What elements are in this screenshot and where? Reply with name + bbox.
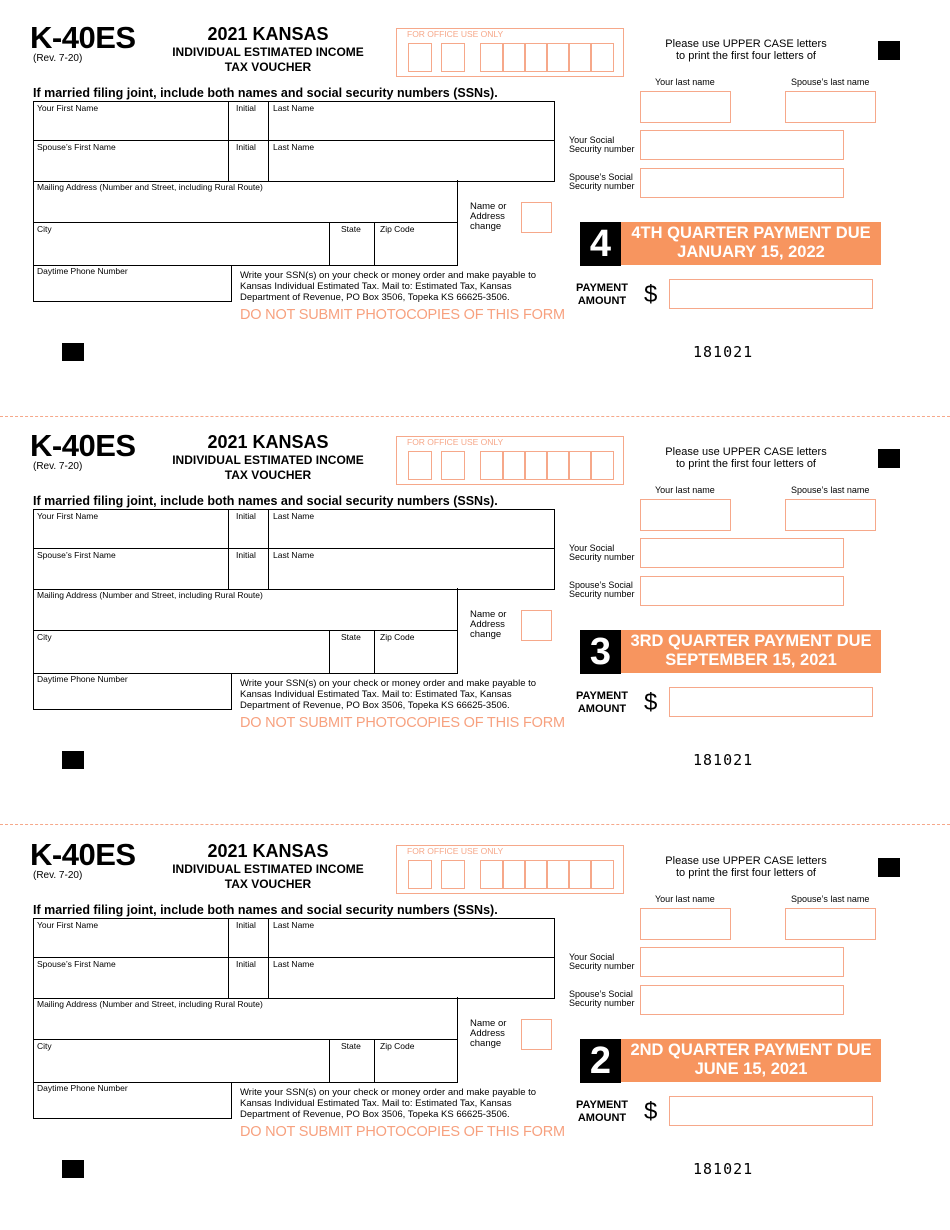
spouse-ssn-input[interactable] [640,985,844,1015]
office-use-label: FOR OFFICE USE ONLY [407,437,504,447]
mail-instructions-line2: Kansas Individual Estimated Tax. Mail to: Estimated Tax, Kansas [240,689,512,700]
spouse-ssn-input[interactable] [640,168,844,198]
spouse-ssn-label-2: Security number [569,998,635,1008]
initial-input[interactable] [229,522,267,548]
your-ssn-input[interactable] [640,538,844,568]
spouse-last-name-label: Last Name [273,959,315,969]
no-photocopies-warning: DO NOT SUBMIT PHOTOCOPIES OF THIS FORM [240,1124,565,1140]
office-use-cell [568,860,592,889]
spouse-initial-label: Initial [236,959,256,969]
your-last-name-label: Your last name [655,894,715,904]
quarter-number-badge: 4 [580,222,621,266]
mail-instructions-line3: Department of Revenue, PO Box 3506, Topeka KS 66625-3506. [240,700,510,711]
revision-label: (Rev. 7-20) [33,461,83,472]
quarter-due-title: 2ND QUARTER PAYMENT DUE [630,1041,872,1059]
city-input[interactable] [34,643,328,672]
divider [457,180,458,266]
spouse-first-name-label: Spouse’s First Name [37,550,116,560]
your-last-name-input[interactable] [640,499,731,531]
spouse-last-name-label: Spouse’s last name [791,894,870,904]
office-use-cell [408,860,432,889]
last-name-input[interactable] [269,114,552,140]
spouse-last-name-input[interactable] [785,499,876,531]
name-address-change-label-3: change [470,221,502,232]
office-use-cell [568,451,592,480]
voucher-title-line2: INDIVIDUAL ESTIMATED INCOME [172,862,364,876]
spouse-ssn-label-1: Spouse’s Social [569,989,633,999]
quarter-due-date: SEPTEMBER 15, 2021 [665,651,837,669]
spouse-first-name-input[interactable] [34,153,227,179]
mail-instructions-line1: Write your SSN(s) on your check or money order and make payable to [240,270,537,281]
spouse-first-name-label: Spouse’s First Name [37,959,116,969]
office-use-cell [480,451,504,480]
married-filing-notice: If married filing joint, include both names and social security numbers (SSNs). [33,494,498,508]
spouse-last-name-label: Spouse’s last name [791,77,870,87]
scan-line-number: 181021 [693,343,754,361]
spouse-ssn-label-2: Security number [569,589,635,599]
spouse-last-name-input[interactable] [269,970,552,996]
spouse-initial-label: Initial [236,142,256,152]
mailing-address-input[interactable] [34,193,456,221]
office-use-label: FOR OFFICE USE ONLY [407,846,504,856]
spouse-ssn-label-2: Security number [569,181,635,191]
registration-mark [878,41,900,60]
initial-input[interactable] [229,931,267,957]
zip-code-label: Zip Code [380,224,415,234]
married-filing-notice: If married filing joint, include both names and social security numbers (SSNs). [33,903,498,917]
divider [33,1039,458,1040]
voucher-title-year: 2021 KANSAS [207,432,329,452]
initial-input[interactable] [229,114,267,140]
city-input[interactable] [34,1052,328,1081]
office-use-label: FOR OFFICE USE ONLY [407,29,504,39]
spouse-last-name-input[interactable] [269,153,552,179]
voucher-title-line3: TAX VOUCHER [224,468,312,482]
spouse-initial-input[interactable] [229,970,267,996]
your-last-name-label: Your last name [655,485,715,495]
mailing-address-label: Mailing Address (Number and Street, including Rural Route) [37,590,263,600]
office-use-cell [408,43,432,72]
scan-line-number: 181021 [693,751,754,769]
phone-input[interactable] [34,1094,229,1116]
your-last-name-input[interactable] [640,908,731,940]
payment-amount-label-2: AMOUNT [577,295,627,307]
spouse-last-name-label: Spouse’s last name [791,485,870,495]
your-first-name-input[interactable] [34,114,227,140]
last-name-input[interactable] [269,931,552,957]
no-photocopies-warning: DO NOT SUBMIT PHOTOCOPIES OF THIS FORM [240,715,565,731]
dollar-sign: $ [644,1098,658,1125]
tax-voucher-q4 [0,0,950,408]
initial-label: Initial [236,103,256,113]
upper-case-note-line1: Please use UPPER CASE letters [665,855,827,867]
office-use-cell [502,43,526,72]
spouse-last-name-input[interactable] [785,908,876,940]
name-address-change-checkbox[interactable] [521,1019,552,1050]
office-use-cell [524,860,548,889]
mail-instructions-line3: Department of Revenue, PO Box 3506, Topeka KS 66625-3506. [240,292,510,303]
office-use-cell [524,43,548,72]
voucher-title-year: 2021 KANSAS [207,24,329,44]
quarter-due-date: JANUARY 15, 2022 [677,243,825,261]
last-name-label: Last Name [273,511,315,521]
spouse-first-name-input[interactable] [34,561,227,587]
name-address-change-label-1: Name or [470,609,507,620]
mailing-address-input[interactable] [34,1010,456,1038]
your-ssn-input[interactable] [640,130,844,160]
state-label: State [341,632,361,642]
name-address-change-label-1: Name or [470,1018,507,1029]
revision-label: (Rev. 7-20) [33,870,83,881]
spouse-first-name-label: Spouse’s First Name [37,142,116,152]
cut-line [0,824,950,825]
mailing-address-label: Mailing Address (Number and Street, including Rural Route) [37,182,263,192]
office-use-cell [546,860,570,889]
your-ssn-label-1: Your Social [569,543,615,553]
state-label: State [341,1041,361,1051]
office-use-cell [546,43,570,72]
no-photocopies-warning: DO NOT SUBMIT PHOTOCOPIES OF THIS FORM [240,307,565,323]
mail-instructions-line1: Write your SSN(s) on your check or money order and make payable to [240,1087,537,1098]
your-first-name-input[interactable] [34,522,227,548]
payment-amount-label-1: PAYMENT [576,1099,628,1111]
tax-voucher-q3 [0,408,950,816]
your-last-name-input[interactable] [640,91,731,123]
payment-amount-label-2: AMOUNT [577,703,627,715]
payment-amount-label-2: AMOUNT [577,1112,627,1124]
office-use-cell [441,43,465,72]
office-use-cell [408,451,432,480]
spouse-initial-input[interactable] [229,153,267,179]
last-name-input[interactable] [269,522,552,548]
mail-instructions-line3: Department of Revenue, PO Box 3506, Topeka KS 66625-3506. [240,1109,510,1120]
name-address-change-label-3: change [470,1038,502,1049]
your-ssn-label-1: Your Social [569,952,615,962]
zip-code-input[interactable] [375,235,456,264]
office-use-cell [590,860,614,889]
office-use-cell [546,451,570,480]
quarter-due-title: 3RD QUARTER PAYMENT DUE [630,632,872,650]
office-use-cell [502,451,526,480]
divider [33,630,458,631]
your-last-name-label: Your last name [655,77,715,87]
office-use-cell [480,43,504,72]
upper-case-note-line2: to print the first four letters of [675,50,816,62]
payment-amount-input[interactable] [669,1096,873,1126]
spouse-ssn-label-1: Spouse’s Social [569,580,633,590]
quarter-due-title: 4TH QUARTER PAYMENT DUE [631,224,871,242]
payment-amount-input[interactable] [669,279,873,309]
spouse-last-name-label: Last Name [273,550,315,560]
voucher-title-line2: INDIVIDUAL ESTIMATED INCOME [172,453,364,467]
payment-amount-label-1: PAYMENT [576,690,628,702]
payment-amount-label-1: PAYMENT [576,282,628,294]
voucher-title-line2: INDIVIDUAL ESTIMATED INCOME [172,45,364,59]
mailing-address-label: Mailing Address (Number and Street, including Rural Route) [37,999,263,1009]
registration-mark [878,449,900,468]
your-first-name-input[interactable] [34,931,227,957]
name-address-change-label-1: Name or [470,201,507,212]
registration-mark [62,751,84,769]
office-use-cell [590,43,614,72]
mail-instructions-line2: Kansas Individual Estimated Tax. Mail to: Estimated Tax, Kansas [240,281,512,292]
divider [33,222,458,223]
your-ssn-label-1: Your Social [569,135,615,145]
divider [457,997,458,1083]
registration-mark [878,858,900,877]
phone-label: Daytime Phone Number [37,1083,128,1093]
spouse-ssn-input[interactable] [640,576,844,606]
last-name-label: Last Name [273,103,315,113]
divider [457,588,458,674]
state-input[interactable] [330,643,373,672]
registration-mark [62,1160,84,1178]
zip-code-input[interactable] [375,643,456,672]
upper-case-note-line2: to print the first four letters of [675,867,816,879]
spouse-initial-label: Initial [236,550,256,560]
name-address-change-checkbox[interactable] [521,202,552,233]
revision-label: (Rev. 7-20) [33,53,83,64]
divider [33,957,554,958]
initial-label: Initial [236,511,256,521]
phone-input[interactable] [34,685,229,707]
state-input[interactable] [330,1052,373,1081]
form-code: K-40ES [30,428,136,463]
office-use-cell [441,451,465,480]
voucher-title-year: 2021 KANSAS [207,841,329,861]
zip-code-label: Zip Code [380,632,415,642]
form-code: K-40ES [30,20,136,55]
state-input[interactable] [330,235,373,264]
city-label: City [37,632,52,642]
office-use-cell [568,43,592,72]
cut-line [0,416,950,417]
mail-instructions-line2: Kansas Individual Estimated Tax. Mail to: Estimated Tax, Kansas [240,1098,512,1109]
office-use-cell [502,860,526,889]
spouse-last-name-label: Last Name [273,142,315,152]
name-address-change-checkbox[interactable] [521,610,552,641]
your-first-name-label: Your First Name [37,511,99,521]
tax-voucher-q2 [0,817,950,1225]
form-code: K-40ES [30,837,136,872]
phone-input[interactable] [34,277,229,299]
quarter-number-badge: 3 [580,630,621,674]
voucher-title-line3: TAX VOUCHER [224,60,312,74]
scan-line-number: 181021 [693,1160,754,1178]
quarter-due-date: JUNE 15, 2021 [694,1060,808,1078]
payment-amount-input[interactable] [669,687,873,717]
your-ssn-input[interactable] [640,947,844,977]
your-ssn-label-2: Security number [569,144,635,154]
office-use-cell [480,860,504,889]
your-ssn-label-2: Security number [569,961,635,971]
mailing-address-input[interactable] [34,601,456,629]
phone-label: Daytime Phone Number [37,674,128,684]
quarter-number-badge: 2 [580,1039,621,1083]
office-use-cell [590,451,614,480]
married-filing-notice: If married filing joint, include both names and social security numbers (SSNs). [33,86,498,100]
last-name-label: Last Name [273,920,315,930]
voucher-title-line3: TAX VOUCHER [224,877,312,891]
your-first-name-label: Your First Name [37,920,99,930]
office-use-cell [524,451,548,480]
zip-code-label: Zip Code [380,1041,415,1051]
phone-label: Daytime Phone Number [37,266,128,276]
name-address-change-label-2: Address [470,211,505,222]
spouse-first-name-input[interactable] [34,970,227,996]
divider [33,548,554,549]
spouse-initial-input[interactable] [229,561,267,587]
divider [33,140,554,141]
upper-case-note-line1: Please use UPPER CASE letters [665,38,827,50]
name-address-change-label-3: change [470,629,502,640]
spouse-last-name-input[interactable] [269,561,552,587]
name-address-change-label-2: Address [470,619,505,630]
registration-mark [62,343,84,361]
name-address-change-label-2: Address [470,1028,505,1039]
city-input[interactable] [34,235,328,264]
office-use-cell [441,860,465,889]
mail-instructions-line1: Write your SSN(s) on your check or money order and make payable to [240,678,537,689]
state-label: State [341,224,361,234]
spouse-ssn-label-1: Spouse’s Social [569,172,633,182]
dollar-sign: $ [644,689,658,716]
upper-case-note-line2: to print the first four letters of [675,458,816,470]
zip-code-input[interactable] [375,1052,456,1081]
dollar-sign: $ [644,281,658,308]
city-label: City [37,1041,52,1051]
city-label: City [37,224,52,234]
spouse-last-name-input[interactable] [785,91,876,123]
initial-label: Initial [236,920,256,930]
your-first-name-label: Your First Name [37,103,99,113]
your-ssn-label-2: Security number [569,552,635,562]
upper-case-note-line1: Please use UPPER CASE letters [665,446,827,458]
